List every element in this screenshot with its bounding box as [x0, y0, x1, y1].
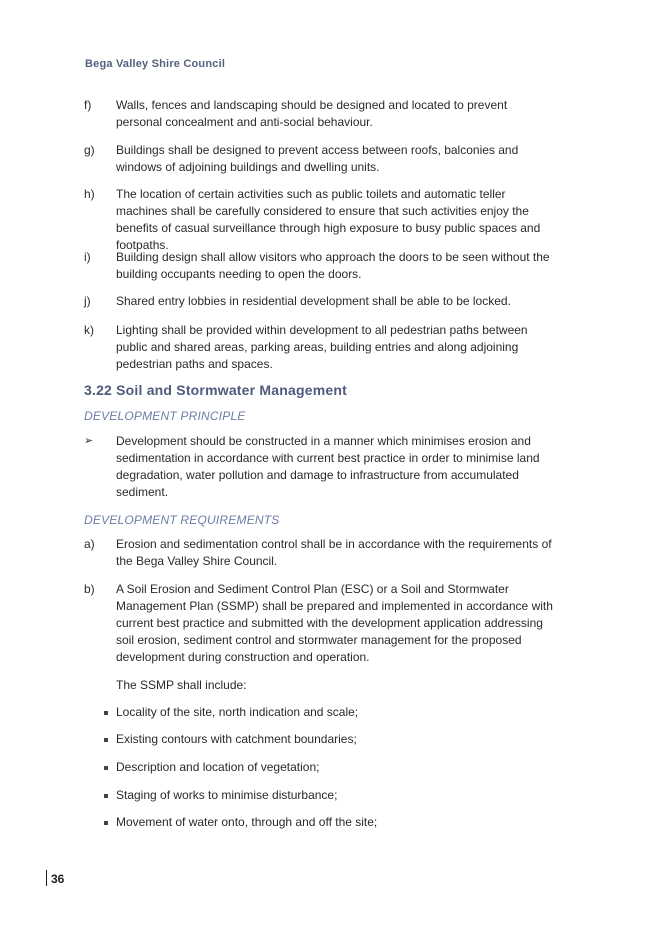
- arrow-bullet-icon: ➢: [84, 435, 94, 447]
- square-bullet-icon: [104, 821, 108, 825]
- bullet-text: Staging of works to minimise disturbance;: [116, 788, 338, 802]
- list-item-text: Building design shall allow visitors who approach the doors to be seen without the building occupants needing to open the doors.: [116, 250, 550, 281]
- square-bullet-icon: [104, 738, 108, 742]
- list-item-f: [84, 97, 554, 131]
- list-marker: a): [84, 537, 95, 551]
- requirement-text: A Soil Erosion and Sediment Control Plan (ESC) or a Soil and Stormwater Management Plan (SSMP) shall be prepared and implemented in accordance with current best practice and submitted with the development application addressing soil erosion, sediment control and stormwater management for the proposed development during construction and operation.: [116, 582, 553, 664]
- list-marker: h): [84, 187, 95, 201]
- bullet-text: Description and location of vegetation;: [116, 760, 320, 774]
- requirement-item-b: [84, 581, 554, 666]
- principle-item: [84, 433, 554, 501]
- list-item-g: [84, 142, 554, 176]
- list-item-k: [84, 322, 554, 373]
- list-item-text: Walls, fences and landscaping should be designed and located to prevent personal concealment and anti-social behaviour.: [116, 98, 508, 129]
- section-heading: 3.22 Soil and Stormwater Management: [84, 382, 347, 398]
- list-marker: g): [84, 143, 95, 157]
- principle-heading: DEVELOPMENT PRINCIPLE: [84, 409, 246, 423]
- requirement-item-a: [84, 536, 554, 570]
- list-marker: b): [84, 582, 95, 596]
- page-number-divider: [46, 870, 47, 886]
- list-marker: f): [84, 98, 92, 112]
- ssmp-intro: The SSMP shall include:: [116, 678, 247, 692]
- bullet-text: Movement of water onto, through and off the site;: [116, 815, 378, 829]
- bullet-text: Locality of the site, north indication and scale;: [116, 705, 359, 719]
- requirement-text: Erosion and sedimentation control shall be in accordance with the requirements of the Bega Valley Shire Council.: [116, 537, 552, 568]
- list-item-text: The location of certain activities such as public toilets and automatic teller machines shall be carefully considered to ensure that such activities enjoy the benefits of casual surveillance through high exposure to busy public spaces and footpaths.: [116, 187, 541, 252]
- bullet-item: [104, 731, 544, 748]
- document-header: Bega Valley Shire Council: [85, 58, 226, 70]
- list-item-i: [84, 249, 554, 283]
- bullet-item: [104, 814, 544, 831]
- square-bullet-icon: [104, 711, 108, 715]
- list-marker: k): [84, 323, 94, 337]
- square-bullet-icon: [104, 766, 108, 770]
- list-item-text: Buildings shall be designed to prevent access between roofs, balconies and windows of adjoining buildings and dwelling units.: [116, 143, 519, 174]
- bullet-text: Existing contours with catchment boundaries;: [116, 732, 357, 746]
- list-marker: i): [84, 250, 91, 264]
- requirements-heading: DEVELOPMENT REQUIREMENTS: [84, 513, 280, 527]
- list-item-text: Lighting shall be provided within development to all pedestrian paths between public and shared areas, parking areas, building entries and along adjoining pedestrian paths and spaces.: [116, 323, 528, 371]
- principle-text: Development should be constructed in a manner which minimises erosion and sedimentation in accordance with current best practice in order to minimise land degradation, water pollution and damage to infrastructure from accumulated sediment.: [116, 434, 540, 499]
- list-marker: j): [84, 294, 91, 308]
- list-item-j: [84, 293, 554, 310]
- page-number: 36: [51, 872, 65, 886]
- list-item-h: [84, 186, 554, 254]
- bullet-item: [104, 704, 544, 721]
- bullet-item: [104, 787, 544, 804]
- square-bullet-icon: [104, 794, 108, 798]
- list-item-text: Shared entry lobbies in residential development shall be able to be locked.: [116, 294, 511, 308]
- bullet-item: [104, 759, 544, 776]
